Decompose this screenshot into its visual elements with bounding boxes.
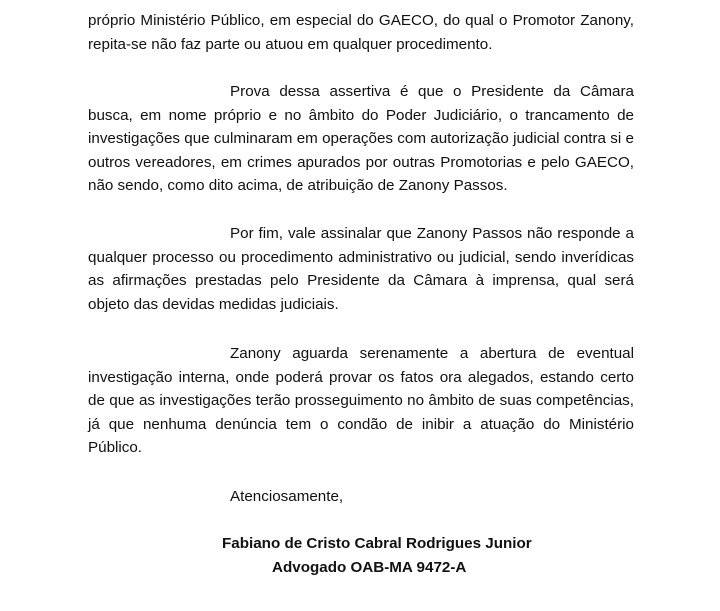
signature-title: Advogado OAB-MA 9472-A: [272, 559, 467, 576]
signature-name: Fabiano de Cristo Cabral Rodrigues Junior: [222, 535, 532, 552]
closing-salutation: Atenciosamente,: [230, 488, 344, 505]
paragraph-por-fim: Por fim, vale assinalar que Zanony Passos não responde a qualquer processo ou procedimento administrativo ou judicial, sendo inverídicas as afirmações prestadas pelo Presidente da Câmara à imprensa, qual será objeto das devidas medidas judiciais.: [88, 225, 634, 313]
paragraph-continuation: próprio Ministério Público, em especial do GAECO, do qual o Promotor Zanony, repita-se não faz parte ou atuou em qualquer procedimento.: [88, 12, 634, 53]
paragraph-zanony-aguarda: Zanony aguarda serenamente a abertura de eventual investigação interna, onde poderá provar os fatos ora alegados, estando certo de que as investigações terão prosseguimento no âmbito de suas competências, já que nenhuma denúncia tem o condão de inibir a atuação do Ministério Público.: [88, 345, 634, 456]
paragraph-prova: Prova dessa assertiva é que o Presidente da Câmara busca, em nome próprio e no âmbito do Poder Judiciário, o trancamento de investigações que culminaram em operações com autorização judicial contra si e outros vereadores, em crimes apurados por outras Promotorias e pelo GAECO, não sendo, como dito acima, de atribuição de Zanony Passos.: [88, 83, 634, 194]
